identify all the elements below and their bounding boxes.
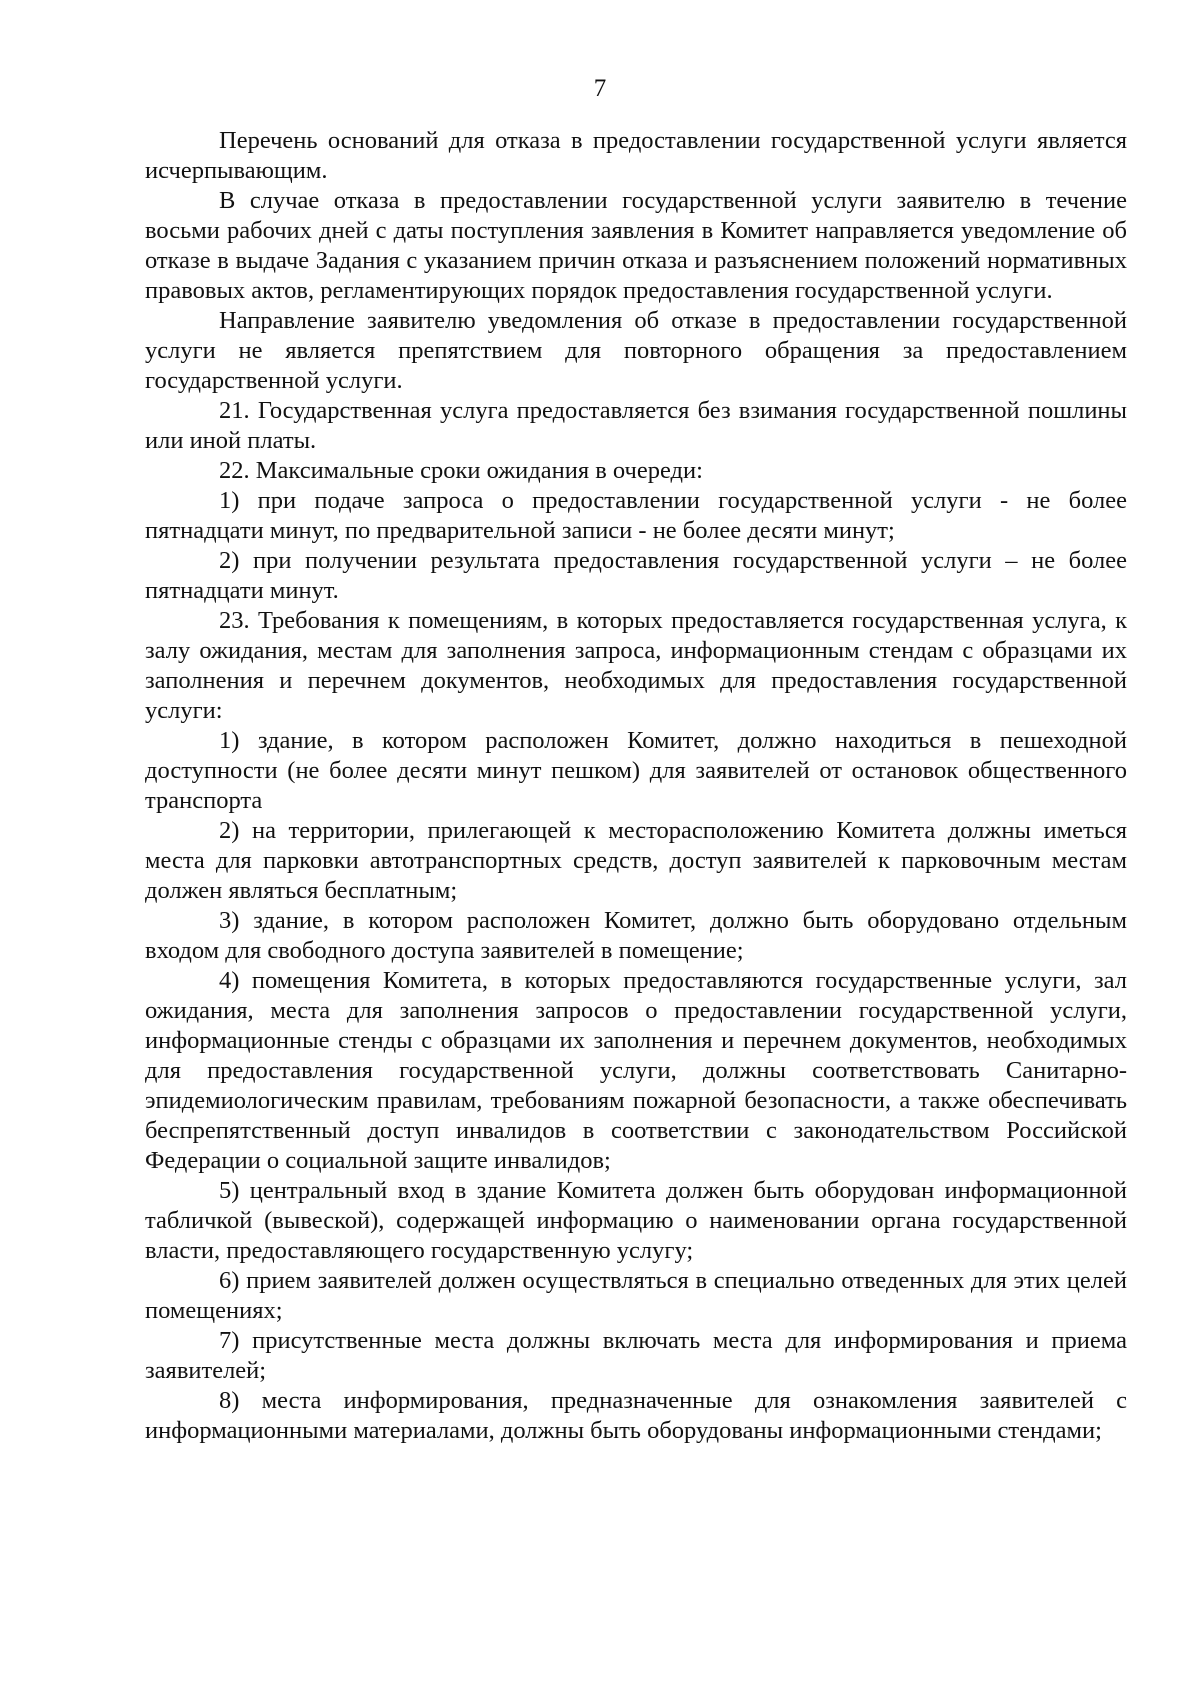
paragraph-refusal-grounds: Перечень оснований для отказа в предоставлении государственной услуги является исчерпывающим. (145, 127, 1127, 184)
paragraph-item-23-1: 1) здание, в котором расположен Комитет, должно находиться в пешеходной доступности (не более десяти минут пешком) для заявителей от остановок общественного транспорта (145, 727, 1127, 814)
paragraph-refusal-notice: В случае отказа в предоставлении государственной услуги заявителю в течение восьми рабочих дней с даты поступления заявления в Комитет направляется уведомление об отказе в выдаче Задания с указанием причин отказа и разъяснением положений нормативных правовых актов, регламентирующих порядок предоставления государственной услуги. (145, 187, 1127, 304)
paragraph-item-23-4: 4) помещения Комитета, в которых предоставляются государственные услуги, зал ожидания, места для заполнения запросов о предоставлении государственной услуги, информационные стенды с образцами их заполнения и перечнем документов, необходимых для предоставления государственной услуги, должны соответствовать Санитарно-эпидемиологическим правилам, требованиям пожарной безопасности, а также обеспечивать беспрепятственный доступ инвалидов в соответствии с законодательством Российской Федерации о социальной защите инвалидов; (145, 967, 1127, 1174)
paragraph-item-22-2: 2) при получении результата предоставления государственной услуги – не более пятнадцати минут. (145, 547, 1127, 604)
paragraph-item-23-3: 3) здание, в котором расположен Комитет, должно быть оборудовано отдельным входом для свободного доступа заявителей в помещение; (145, 907, 1127, 964)
paragraph-item-21: 21. Государственная услуга предоставляется без взимания государственной пошлины или иной платы. (145, 397, 1127, 454)
paragraph-item-23-6: 6) прием заявителей должен осуществляться в специально отведенных для этих целей помещениях; (145, 1267, 1127, 1324)
document-body (145, 126, 1127, 1446)
paragraph-item-23-2: 2) на территории, прилегающей к месторасположению Комитета должны иметься места для парковки автотранспортных средств, доступ заявителей к парковочным местам должен являться бесплатным; (145, 817, 1127, 904)
paragraph-item-23: 23. Требования к помещениям, в которых предоставляется государственная услуга, к залу ожидания, местам для заполнения запроса, информационным стендам с образцами их заполнения и перечнем документов, необходимых для предоставления государственной услуги: (145, 607, 1127, 724)
paragraph-item-22-1: 1) при подаче запроса о предоставлении государственной услуги - не более пятнадцати минут, по предварительной записи - не более десяти минут; (145, 487, 1127, 544)
paragraph-item-23-8: 8) места информирования, предназначенные для ознакомления заявителей с информационными материалами, должны быть оборудованы информационными стендами; (145, 1387, 1127, 1444)
paragraph-repeat-request: Направление заявителю уведомления об отказе в предоставлении государственной услуги не является препятствием для повторного обращения за предоставлением государственной услуги. (145, 307, 1127, 394)
paragraph-item-23-7: 7) присутственные места должны включать места для информирования и приема заявителей; (145, 1327, 1127, 1384)
paragraph-item-23-5: 5) центральный вход в здание Комитета должен быть оборудован информационной табличкой (вывеской), содержащей информацию о наименовании органа государственной власти, предоставляющего государственную услугу; (145, 1177, 1127, 1264)
page-number: 7 (593, 75, 607, 102)
paragraph-item-22: 22. Максимальные сроки ожидания в очереди: (219, 457, 703, 484)
